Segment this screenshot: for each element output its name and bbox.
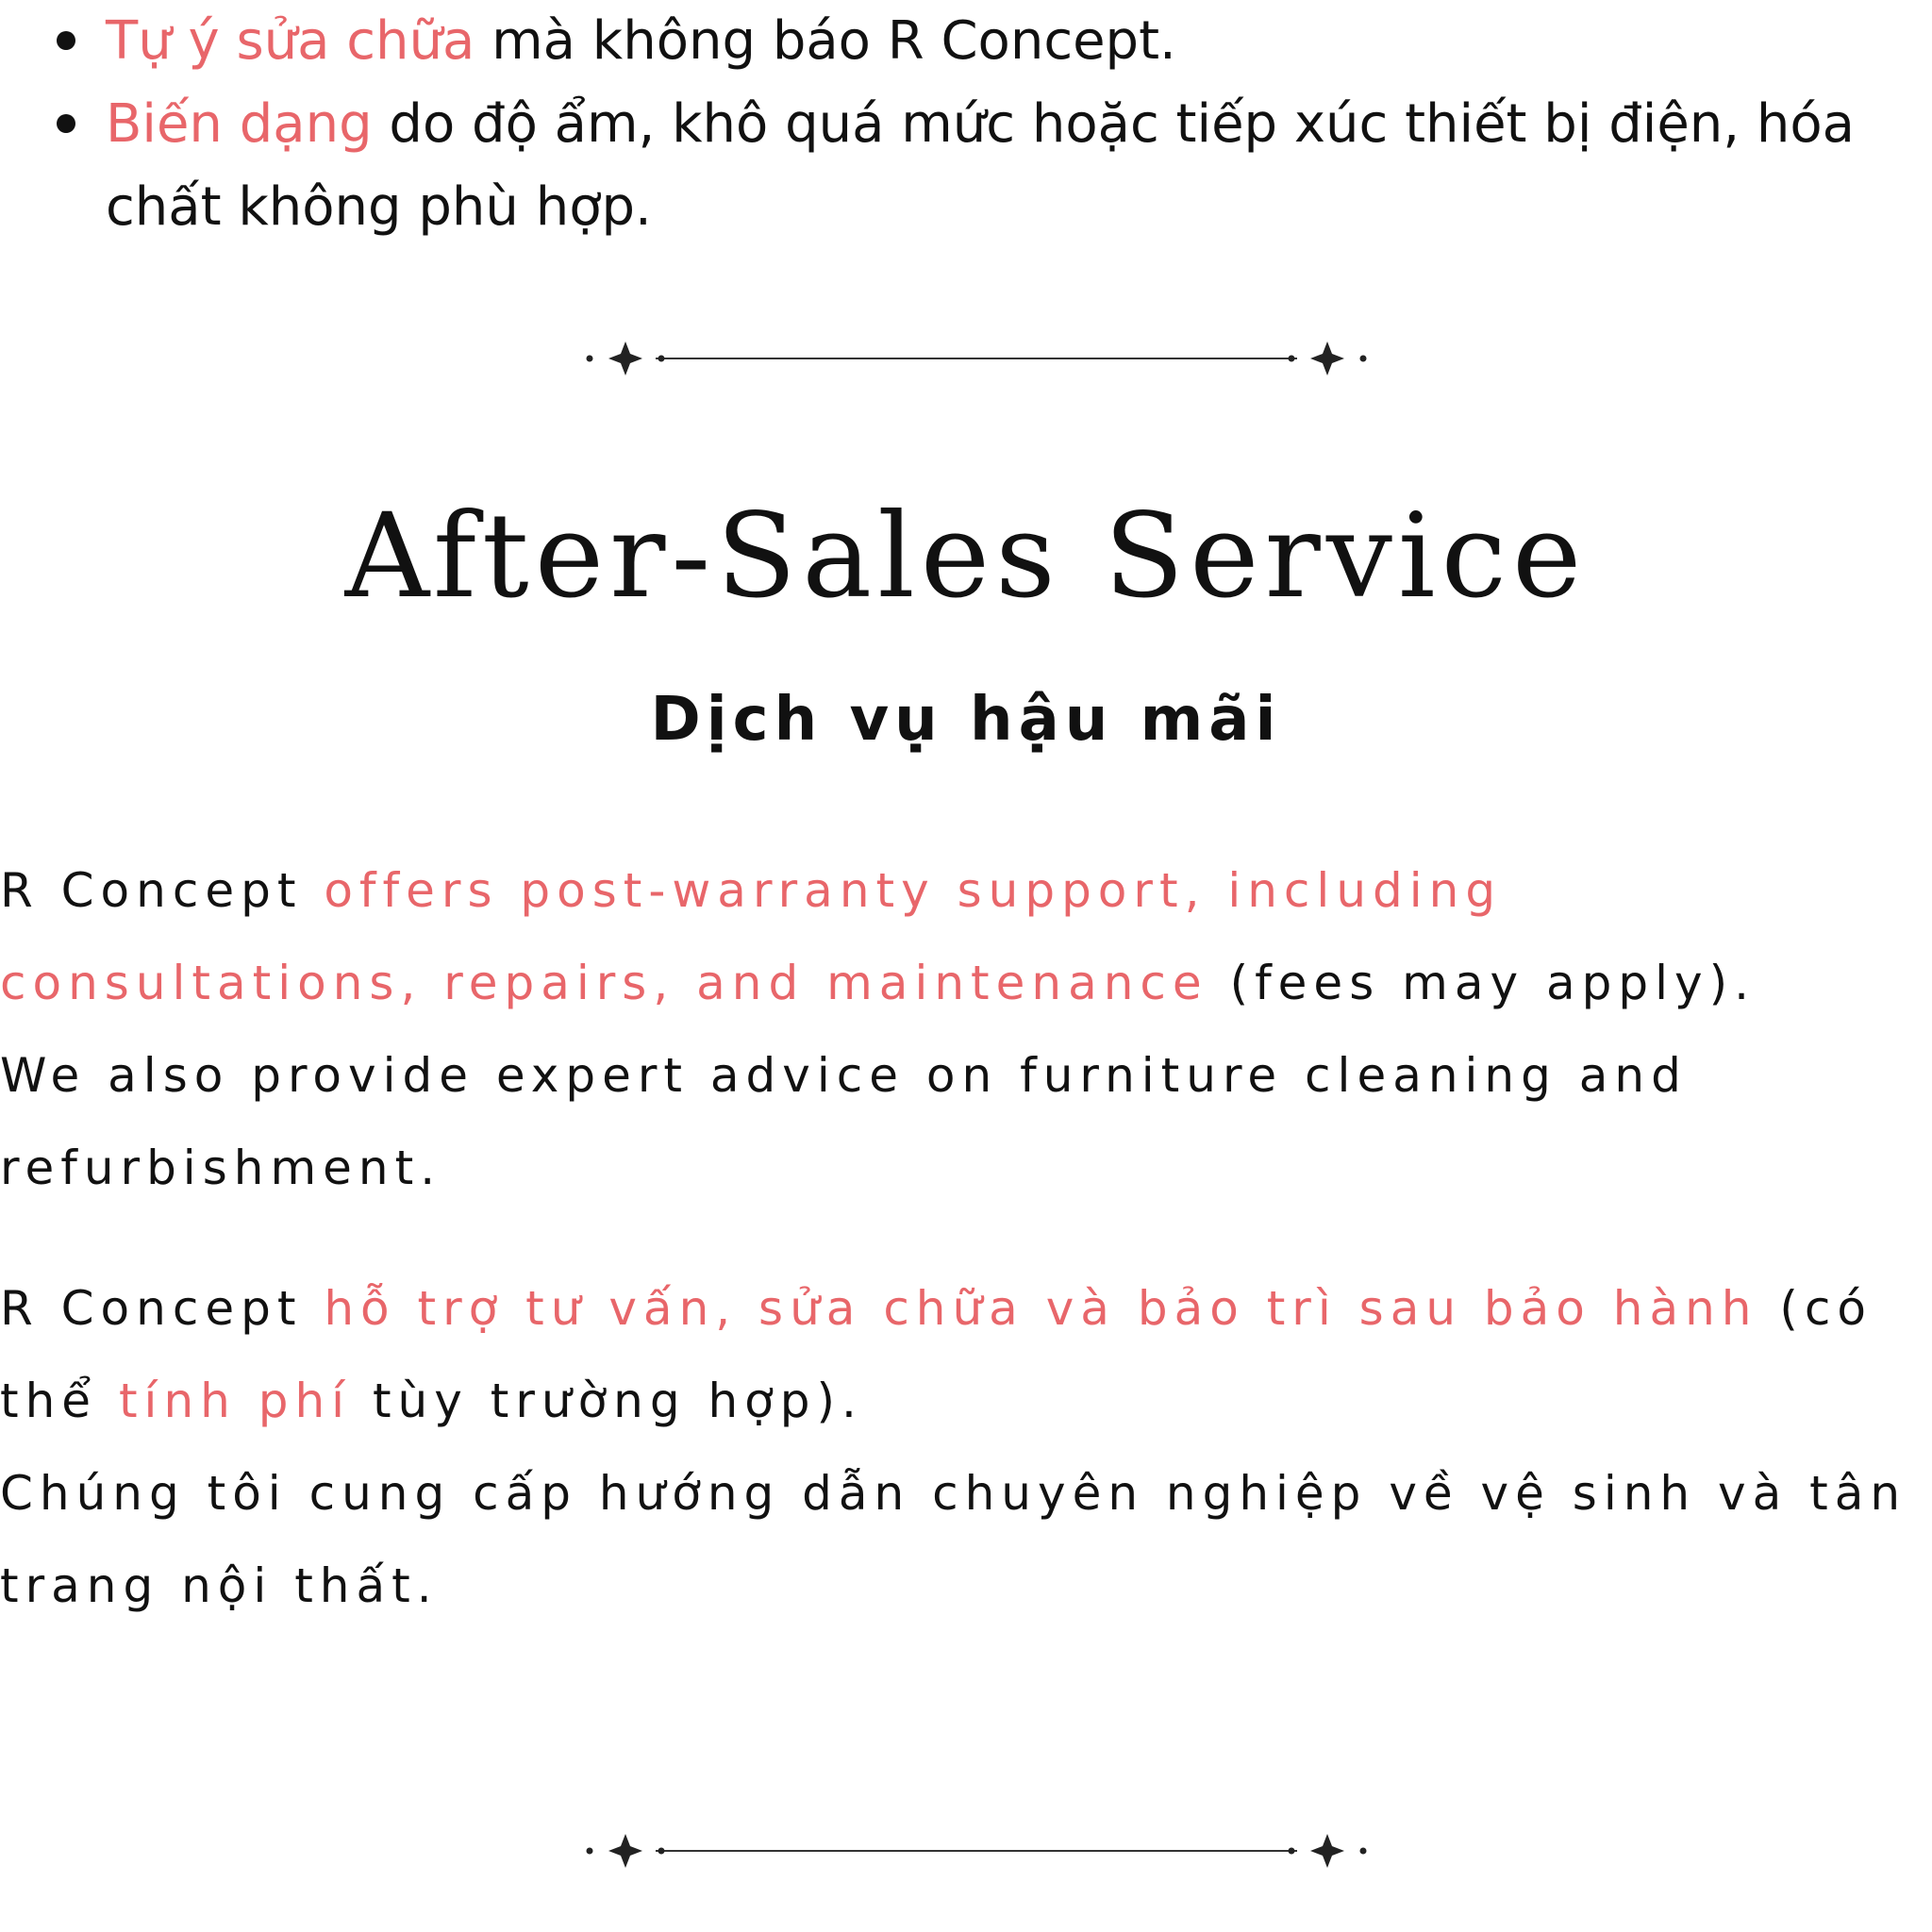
sparkle-divider-icon (580, 1830, 1373, 1872)
page-subtitle: Dịch vụ hậu mãi (650, 685, 1282, 755)
sparkle-divider-icon (580, 338, 1373, 379)
vietnamese-description (0, 1262, 1915, 1632)
advice-sentence: Chúng tôi cung cấp hướng dẫn chuyên nghiệp về vệ sinh và tân trang nội thất. (0, 1466, 1907, 1613)
advice-sentence: We also provide expert advice on furniture cleaning and refurbishment. (0, 1048, 1688, 1195)
fees-note-start: (có thể (0, 1281, 1873, 1428)
warranty-exclusion-list (57, 0, 1924, 249)
bullet-icon (57, 31, 75, 50)
fees-note-end: tùy trường hợp). (351, 1374, 863, 1428)
page-title: After-Sales Service (344, 489, 1588, 625)
support-highlight: hỗ trợ tư vấn, sửa chữa và bảo trì sau bảo hành (324, 1281, 1758, 1336)
fees-note: (fees may apply). (1208, 956, 1756, 1010)
list-item (57, 83, 1924, 249)
list-item (57, 0, 1924, 83)
exclusion-text: do độ ẩm, khô quá mức hoặc tiếp xúc thiết bị điện, hóa chất không phù hợp. (106, 93, 1855, 238)
fee-highlight: tính phí (118, 1374, 352, 1428)
brand-lead: R Concept (0, 1281, 325, 1336)
support-highlight: offers post-warranty support, including consultations, repairs, and maintenance (0, 863, 1503, 1010)
english-description (0, 844, 1915, 1214)
brand-lead: R Concept (0, 863, 325, 918)
exclusion-highlight: Tự ý sửa chữa (106, 10, 475, 72)
exclusion-text: mà không báo R Concept. (475, 10, 1176, 72)
bullet-icon (57, 114, 75, 133)
exclusion-highlight: Biến dạng (106, 93, 373, 155)
